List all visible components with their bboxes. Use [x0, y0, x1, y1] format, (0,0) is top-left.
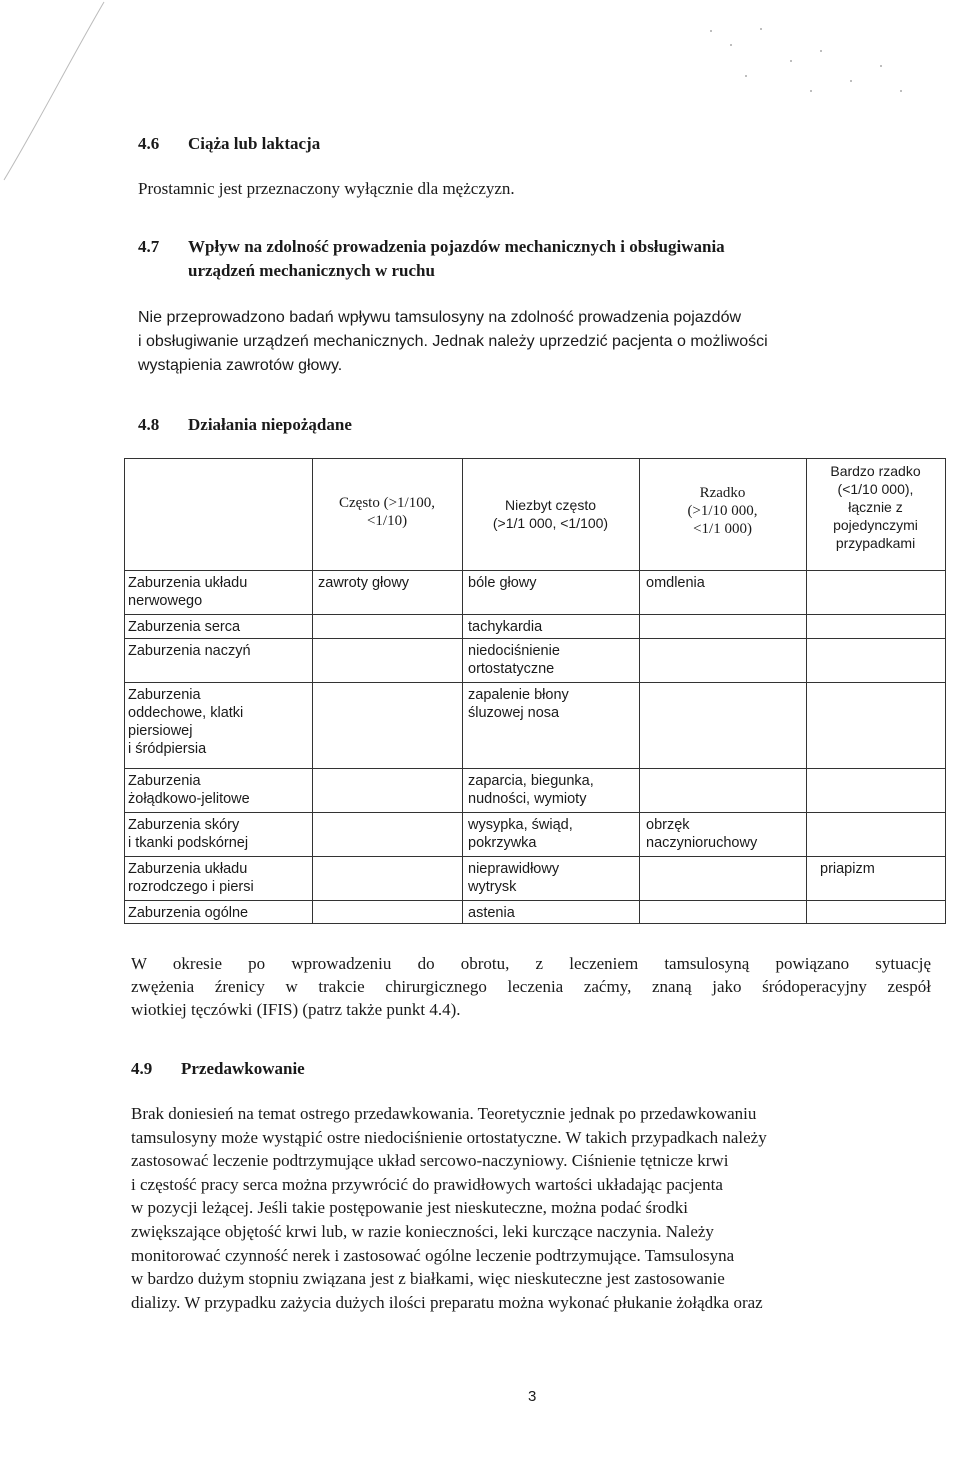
section-number: 4.6 — [138, 134, 160, 153]
table-cell-rare — [646, 816, 757, 852]
section-4-7-heading — [138, 236, 725, 258]
table-cell-uncommon — [468, 772, 594, 808]
table-border — [124, 812, 946, 813]
header-line: przypadkami — [835, 535, 916, 551]
cell-line: niedociśnienie — [468, 643, 560, 659]
text-line: zwężenia źrenicy w trakcie chirurgicznego leczenia zaćmy, znaną jako śródoperacyjny zespół — [131, 977, 931, 996]
table-cell-uncommon — [468, 816, 573, 852]
table-border — [124, 900, 946, 901]
section-4-8-heading — [138, 414, 352, 436]
section-4-7-heading-cont: urządzeń mechanicznych w ruchu — [188, 261, 435, 280]
header-line: (<1/10 000), — [837, 481, 914, 497]
cell-line: Zaburzenia — [128, 773, 201, 789]
scan-noise — [700, 20, 920, 110]
cell-line: wysypka, świąd, — [468, 817, 573, 833]
cell-line: zaparcia, biegunka, — [468, 773, 594, 789]
cell-line: Zaburzenia układu — [128, 861, 248, 877]
text-line: W okresie po wprowadzeniu do obrotu, z leczeniem tamsulosyną powiązano sytuację — [131, 954, 931, 973]
table-row-organ — [128, 772, 250, 808]
header-line: Bardzo rzadko — [830, 463, 921, 479]
cell-line: Zaburzenia — [128, 687, 201, 703]
cell-line: Zaburzenia układu — [128, 575, 248, 591]
ifis-paragraph — [131, 952, 931, 1021]
header-line: <1/10) — [366, 513, 408, 529]
cell-line: żołądkowo-jelitowe — [128, 791, 250, 807]
page-number: 3 — [528, 1388, 537, 1405]
text-line: monitorować czynność nerek i zastosować ogólne leczenie podtrzymujące. Tamsulosyna — [131, 1245, 735, 1265]
table-cell-very-rare: priapizm — [820, 861, 875, 877]
table-row-organ: Zaburzenia serca — [128, 619, 241, 635]
text-line: wystąpienia zawrotów głowy. — [138, 357, 343, 374]
table-cell-uncommon: tachykardia — [468, 619, 543, 635]
cell-line: śluzowej nosa — [468, 705, 560, 721]
header-line: Rzadko — [699, 485, 746, 501]
section-title-line: Wpływ na zdolność prowadzenia pojazdów mechanicznych i obsługiwania — [188, 237, 725, 256]
table-border — [124, 458, 946, 459]
table-row-organ: Zaburzenia naczyń — [128, 643, 251, 659]
header-line: pojedynczymi — [833, 517, 918, 533]
text-line: i obsługiwanie urządzeń mechanicznych. Jednak należy uprzedzić pacjenta o możliwości — [138, 333, 768, 350]
section-4-9-heading — [131, 1058, 305, 1080]
header-often — [312, 494, 462, 530]
header-uncommon — [462, 496, 639, 532]
table-cell-rare: omdlenia — [646, 575, 705, 591]
text-line: zwiększające objętość krwi lub, w razie konieczności, leki kurczące naczynia. Należy — [131, 1221, 714, 1241]
header-line: (>1/1 000, <1/100) — [492, 515, 609, 531]
cell-line: pokrzywka — [468, 835, 537, 851]
table-cell-uncommon — [468, 642, 560, 678]
cell-line: oddechowe, klatki — [128, 705, 244, 721]
table-row-organ: Zaburzenia ogólne — [128, 905, 249, 921]
table-cell-uncommon — [468, 686, 569, 722]
cell-line: i śródpiersia — [128, 741, 207, 757]
section-4-7-text — [138, 306, 768, 378]
scan-mark-line — [0, 0, 120, 200]
text-line: Nie przeprowadzono badań wpływu tamsulosyny na zdolność prowadzenia pojazdów — [138, 309, 742, 326]
table-border — [124, 682, 946, 683]
table-border — [945, 458, 946, 924]
header-rare — [639, 484, 806, 538]
text-line: wiotkiej tęczówki (IFIS) (patrz także punkt 4.4). — [131, 1000, 461, 1019]
table-row-organ — [128, 816, 248, 852]
cell-line: zapalenie błony — [468, 687, 569, 703]
cell-line: wytrysk — [468, 879, 517, 895]
overdose-paragraph — [131, 1102, 767, 1314]
text-line: w bardzo dużym stopniu związana jest z białkami, więc nieskuteczne jest zastosowanie — [131, 1269, 725, 1289]
cell-line: Zaburzenia skóry — [128, 817, 240, 833]
text-line: tamsulosyny może wystąpić ostre niedociśnienie ortostatyczne. W takich przypadkach należy — [131, 1127, 767, 1147]
table-row-organ — [128, 686, 243, 758]
cell-line: i tkanki podskórnej — [128, 835, 249, 851]
section-title: Ciąża lub laktacja — [188, 134, 321, 153]
cell-line: nudności, wymioty — [468, 791, 587, 807]
table-cell-uncommon: astenia — [468, 905, 515, 921]
table-border — [124, 614, 946, 615]
table-cell-often: zawroty głowy — [318, 575, 410, 591]
table-border — [124, 923, 946, 924]
section-title: Działania niepożądane — [188, 415, 352, 434]
cell-line: naczynioruchowy — [646, 835, 758, 851]
text-line: w pozycji leżącej. Jeśli takie postępowanie jest nieskuteczne, można podać środki — [131, 1198, 689, 1218]
table-border — [124, 638, 946, 639]
header-line: Niezbyt często — [504, 497, 597, 513]
header-line: (>1/10 000, — [687, 503, 758, 519]
table-cell-uncommon — [468, 860, 559, 896]
header-line: <1/1 000) — [693, 521, 752, 537]
text-line: i częstość pracy serca można przywrócić do prawidłowych wartości układając pacjenta — [131, 1174, 723, 1194]
table-cell-uncommon: bóle głowy — [468, 575, 537, 591]
cell-line: rozrodczego i piersi — [128, 879, 254, 895]
cell-line: nerwowego — [128, 593, 203, 609]
table-border — [124, 856, 946, 857]
text-line: dializy. W przypadku zażycia dużych ilości preparatu można wykonać płukanie żołądka oraz — [131, 1292, 763, 1312]
cell-line: nieprawidłowy — [468, 861, 560, 877]
table-row-organ — [128, 574, 310, 610]
text-line: Brak doniesień na temat ostrego przedawkowania. Teoretycznie jednak po przedawkowaniu — [131, 1104, 757, 1123]
section-4-6-heading — [138, 133, 320, 155]
cell-line: obrzęk — [646, 817, 690, 833]
table-border — [124, 768, 946, 769]
table-border — [124, 458, 125, 924]
text-line: zastosować leczenie podtrzymujące układ sercowo-naczyniowy. Ciśnienie tętnicze krwi — [131, 1151, 729, 1171]
section-number: 4.7 — [138, 237, 160, 256]
section-number: 4.9 — [131, 1059, 153, 1078]
section-number: 4.8 — [138, 415, 160, 434]
adverse-effects-table — [124, 458, 946, 924]
cell-line: ortostatyczne — [468, 661, 555, 677]
header-line: Często (>1/100, — [339, 495, 435, 511]
table-border — [124, 570, 946, 571]
header-very-rare — [806, 462, 945, 552]
section-4-6-text: Prostamnic jest przeznaczony wyłącznie dla mężczyzn. — [138, 179, 515, 198]
cell-line: piersiowej — [128, 723, 193, 739]
table-row-organ — [128, 860, 254, 896]
header-line: łącznie z — [848, 499, 903, 515]
section-title: Przedawkowanie — [181, 1059, 305, 1078]
